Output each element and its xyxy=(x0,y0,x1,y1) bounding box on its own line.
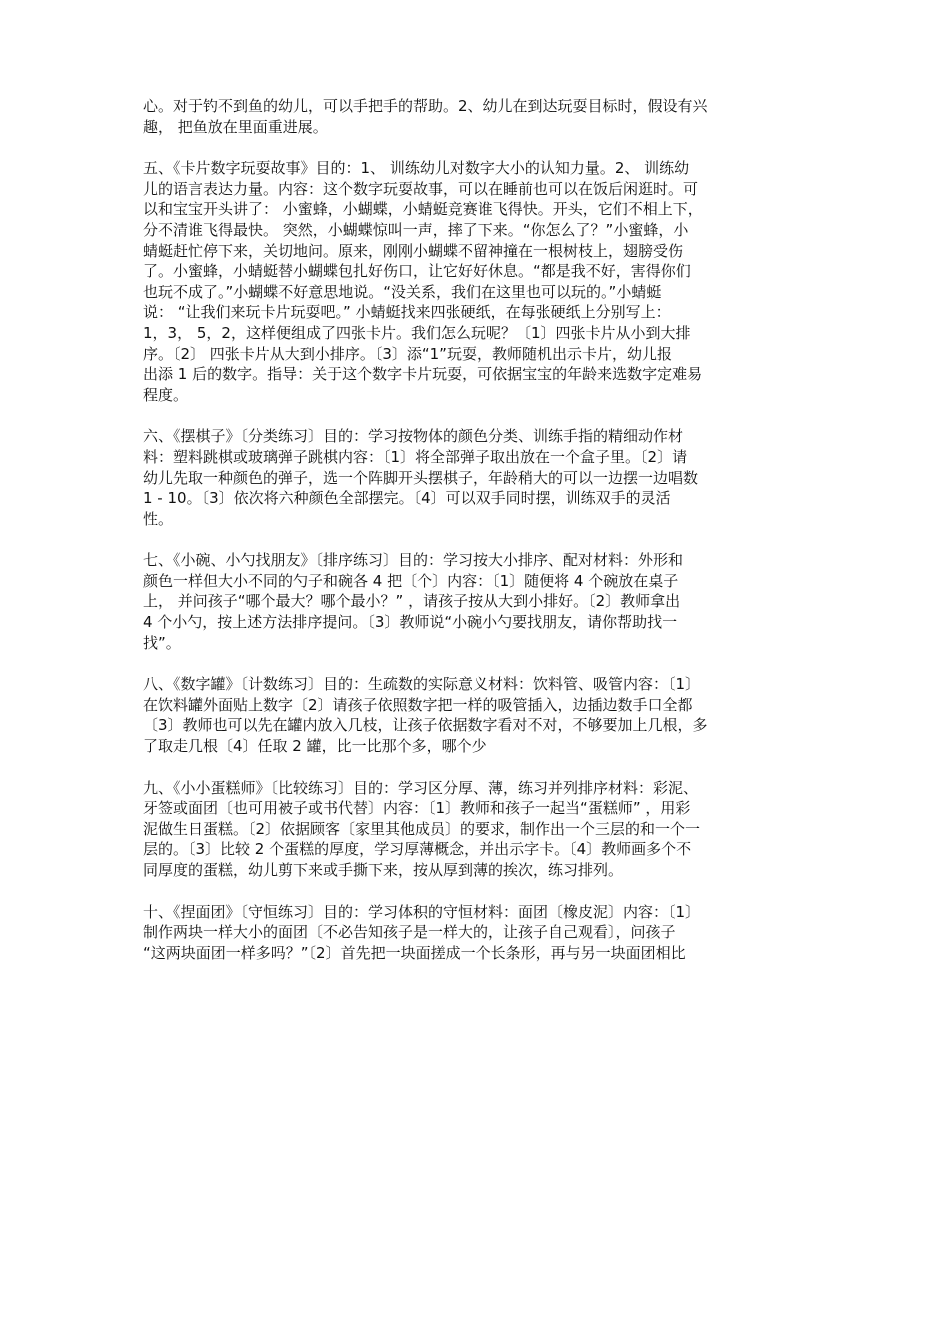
text-line: 十、《捏面团》〔守恒练习〕目的：学习体积的守恒材料：面团〔橡皮泥〕内容：〔1〕 xyxy=(143,902,701,921)
text-line: 颜色一样但大小不同的勺子和碗各 4 把〔个〕内容：〔1〕随便将 4 个碗放在桌子 xyxy=(143,571,679,590)
text-line: 出添 1 后的数字。指导：关于这个数字卡片玩耍，可依据宝宝的年龄来选数字定难易 xyxy=(143,365,703,384)
text-line: 八、《数字罐》〔计数练习〕目的：生疏数的实际意义材料：饮料管、吸管内容：〔1〕 xyxy=(143,675,701,694)
text-line: 蜻蜓赶忙停下来，关切地问。原来，刚刚小蝴蝶不留神撞在一根树枝上，翅膀受伤 xyxy=(143,241,684,260)
text-line: 制作两块一样大小的面团〔不必告知孩子是一样大的，让孩子自己观看〕，问孩子 xyxy=(143,923,676,942)
text-line: 以和宝宝开头讲了： 小蜜蜂，小蝴蝶，小蜻蜓竞赛谁飞得快。开头，它们不相上下， xyxy=(143,200,703,219)
text-line: 说： “让我们来玩卡片玩耍吧。” 小蜻蜓找来四张硬纸，在每张硬纸上分别写上： xyxy=(143,303,671,322)
text-line: 了。小蜜蜂，小蜻蜓替小蝴蝶包扎好伤口，让它好好休息。“都是我不好，害得你们 xyxy=(143,262,691,281)
text-line: 七、《小碗、小勺找朋友》〔排序练习〕目的：学习按大小排序、配对材料：外形和 xyxy=(143,551,684,570)
paragraph-dough xyxy=(143,902,823,964)
text-line: 上， 并问孩子“哪个最大？哪个最小？” ，请孩子按从大到小排好。〔2〕教师拿出 xyxy=(143,592,681,611)
text-line: 1 - 10。〔3〕依次将六种颜色全部摆完。〔4〕可以双手同时摆，训练双手的灵活 xyxy=(143,489,671,508)
text-line: 〔3〕教师也可以先在罐内放入几枝，让孩子依据数字看对不对，不够要加上几根，多 xyxy=(143,716,708,735)
paragraph-bowl-spoon xyxy=(143,550,823,653)
text-line: 儿的语言表达力量。内容：这个数字玩耍故事，可以在睡前也可以在饭后闲逛时。可 xyxy=(143,179,699,198)
text-line: 也玩不成了。”小蝴蝶不好意思地说。“没关系，我们在这里也可以玩的。”小蜻蜓 xyxy=(143,282,662,301)
text-line: “这两块面团一样多吗？”〔2〕首先把一块面搓成一个长条形，再与另一块面团相比 xyxy=(143,943,686,962)
text-line: 泥做生日蛋糕。〔2〕依据顾客〔家里其他成员〕的要求，制作出一个三层的和一个一 xyxy=(143,819,701,838)
paragraph-cake-maker xyxy=(143,778,823,881)
text-line: 幼儿先取一种颜色的弹子，选一个阵脚开头摆棋子，年龄稍大的可以一边摆一边唱数 xyxy=(143,468,699,487)
paragraph-place-chess xyxy=(143,426,823,529)
text-line: 九、《小小蛋糕师》〔比较练习〕目的：学习区分厚、薄，练习并列排序材料：彩泥、 xyxy=(143,778,699,797)
text-line: 料：塑料跳棋或玻璃弹子跳棋内容：〔1〕将全部弹子取出放在一个盒子里。〔2〕请 xyxy=(143,447,688,466)
text-line: 同厚度的蛋糕，幼儿剪下来或手撕下来，按从厚到薄的挨次，练习排列。 xyxy=(143,861,624,879)
paragraph-continuation xyxy=(143,96,823,137)
text-line: 1，3， 5，2，这样便组成了四张卡片。我们怎么玩呢？〔1〕四张卡片从小到大排 xyxy=(143,323,691,342)
text-line: 分不清谁飞得最快。 突然，小蝴蝶惊叫一声，摔了下来。“你怎么了？”小蜜蜂，小 xyxy=(143,220,689,239)
document-body xyxy=(143,96,823,984)
text-line: 在饮料罐外面贴上数字〔2〕请孩子依照数字把一样的吸管插入，边插边数手口全都 xyxy=(143,695,693,714)
text-line: 找”。 xyxy=(143,633,181,652)
text-line: 牙签或面团〔也可用被子或书代替〕内容：〔1〕教师和孩子一起当“蛋糕师” ，用彩 xyxy=(143,799,691,818)
text-line: 层的。〔3〕比较 2 个蛋糕的厚度，学习厚薄概念，并出示字卡。〔4〕教师画多个不 xyxy=(143,840,692,859)
text-line: 性。 xyxy=(143,509,174,528)
text-line: 六、《摆棋子》〔分类练习〕目的：学习按物体的颜色分类、训练手指的精细动作材 xyxy=(143,427,684,446)
text-line: 序。〔2〕 四张卡片从大到小排序。〔3〕添“1”玩耍，教师随机出示卡片，幼儿报 xyxy=(143,344,672,363)
text-line: 程度。 xyxy=(143,385,189,404)
text-line: 了取走几根〔4〕任取 2 罐，比一比那个多，哪个少 xyxy=(143,737,487,756)
paragraph-card-number-game xyxy=(143,158,823,405)
text-line: 趣， 把鱼放在里面重进展。 xyxy=(143,117,328,136)
paragraph-number-can xyxy=(143,674,823,756)
text-line: 4 个小勺，按上述方法排序提问。〔3〕教师说“小碗小勺要找朋友，请你帮助找一 xyxy=(143,613,678,632)
text-line: 五、《卡片数字玩耍故事》目的：1、 训练幼儿对数字大小的认知力量。2、 训练幼 xyxy=(143,159,690,178)
text-line: 心。对于钓不到鱼的幼儿，可以手把手的帮助。2、幼儿在到达玩耍目标时，假设有兴 xyxy=(143,97,708,115)
